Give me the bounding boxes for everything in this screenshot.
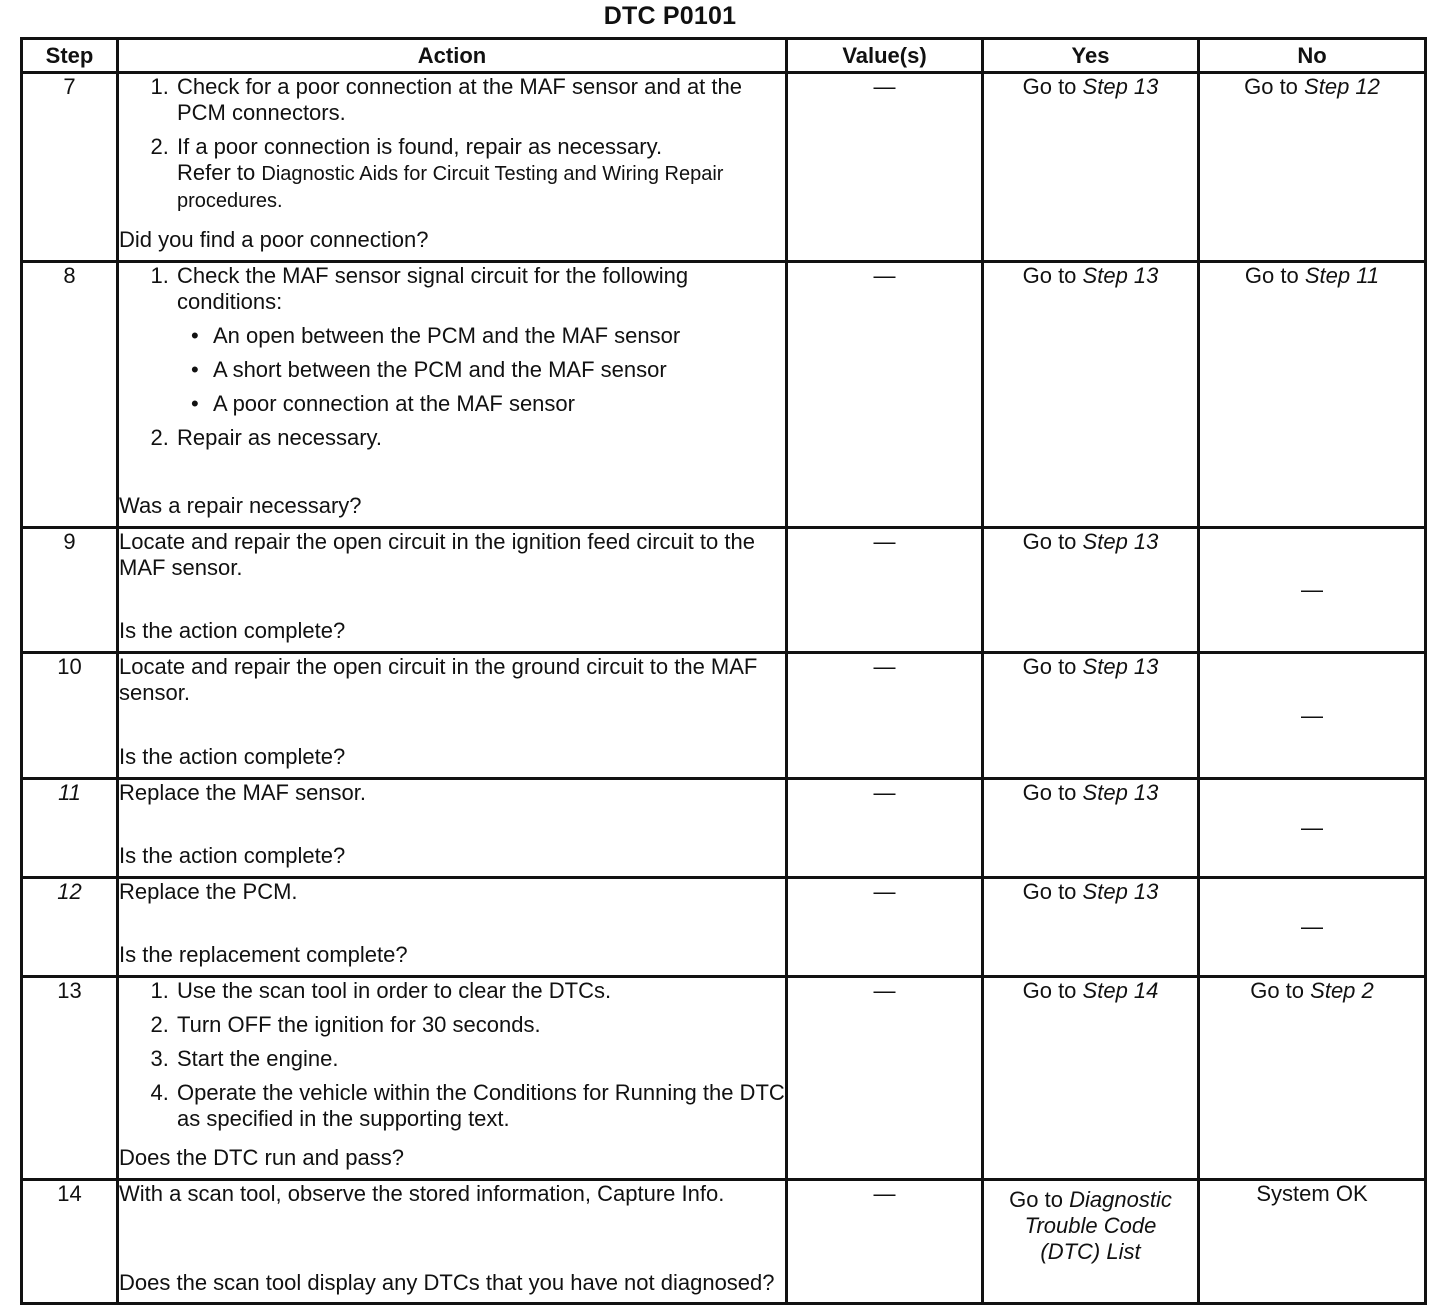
refer-prefix: Refer to	[177, 160, 256, 185]
goto-step-link[interactable]: Step 13	[1082, 879, 1159, 904]
table-row-step-13	[22, 977, 1426, 1180]
goto-step-link[interactable]: Step 13	[1082, 263, 1159, 288]
yes-cell	[983, 1180, 1199, 1304]
action-text: Replace the PCM.	[119, 879, 298, 904]
list-item: 2. Turn OFF the ignition for 30 seconds.	[175, 1012, 785, 1038]
header-yes: Yes	[983, 39, 1199, 73]
goto-label: Go to	[1022, 529, 1077, 554]
bullet-list	[177, 323, 785, 417]
yes-cell	[983, 779, 1199, 878]
value-cell	[787, 977, 983, 1180]
action-cell	[118, 653, 787, 779]
table-row-step-12	[22, 878, 1426, 977]
value-cell	[787, 1180, 983, 1304]
table-row-step-10	[22, 653, 1426, 779]
goto-step-link[interactable]: Step 2	[1310, 978, 1374, 1003]
goto-step-link[interactable]: Step 13	[1082, 654, 1159, 679]
value-cell	[787, 528, 983, 653]
goto-label: Go to	[1022, 879, 1077, 904]
goto-step-link[interactable]: Step 11	[1304, 263, 1380, 288]
dash: —	[1301, 815, 1323, 840]
yes-cell	[983, 262, 1199, 528]
action-question: Does the DTC run and pass?	[119, 1145, 404, 1170]
action-question: Was a repair necessary?	[119, 493, 362, 518]
bullet-item: • An open between the PCM and the MAF sensor	[211, 323, 785, 349]
action-steps-list	[119, 74, 785, 214]
table-row-step-7	[22, 73, 1426, 262]
header-step: Step	[22, 39, 118, 73]
action-text: Locate and repair the open circuit in the ignition feed circuit to the MAF sensor.	[119, 529, 755, 580]
dash: —	[1301, 577, 1323, 602]
value-cell	[787, 653, 983, 779]
goto-step-link[interactable]: Step 13	[1082, 780, 1159, 805]
yes-cell	[983, 653, 1199, 779]
action-question: Is the action complete?	[119, 843, 346, 868]
goto-label: Go to	[1022, 978, 1077, 1003]
dash: —	[873, 263, 896, 288]
bullet-item: • A short between the PCM and the MAF sensor	[211, 357, 785, 383]
yes-cell	[983, 878, 1199, 977]
goto-step-link[interactable]: Step 14	[1082, 978, 1159, 1003]
action-text: Locate and repair the open circuit in the ground circuit to the MAF sensor.	[119, 654, 758, 705]
goto-label: Go to	[1244, 74, 1298, 99]
list-item: 1. Check the MAF sensor signal circuit for the following conditions: • An open between the PCM and the MAF sensor • A short between the PCM and the MAF sensor • A poor connection at the MAF sensor	[175, 263, 785, 417]
action-steps-list	[119, 978, 785, 1132]
dash: —	[1301, 702, 1323, 728]
table-row-step-11	[22, 779, 1426, 878]
step-number: 14	[22, 1180, 118, 1304]
no-cell	[1199, 73, 1426, 262]
action-cell	[118, 262, 787, 528]
step-number: 11	[22, 779, 118, 878]
action-cell	[118, 1180, 787, 1304]
no-cell	[1199, 878, 1426, 977]
goto-label: Go to	[1022, 263, 1077, 288]
goto-label: Go to	[1022, 780, 1077, 805]
step-number: 9	[22, 528, 118, 653]
no-cell	[1199, 1180, 1426, 1304]
step-number: 12	[22, 878, 118, 977]
no-cell	[1199, 262, 1426, 528]
document-title: DTC P0101	[603, 2, 737, 30]
dash: —	[873, 654, 896, 679]
action-cell	[118, 73, 787, 262]
table-row-step-9	[22, 528, 1426, 653]
header-values: Value(s)	[787, 39, 983, 73]
goto-label: Go to	[1022, 654, 1077, 679]
goto-label: Go to	[1244, 263, 1299, 288]
header-row	[22, 39, 1426, 73]
value-cell	[787, 779, 983, 878]
list-item: 2. If a poor connection is found, repair as necessary. Refer to Diagnostic Aids for Circuit Testing and Wiring Repair procedures.	[175, 134, 785, 214]
action-question: Is the action complete?	[119, 618, 346, 643]
table-row-step-8	[22, 262, 1426, 528]
yes-cell	[983, 528, 1199, 653]
action-cell	[118, 779, 787, 878]
diagnostic-table	[20, 37, 1427, 1305]
dash: —	[873, 74, 896, 99]
action-cell	[118, 977, 787, 1180]
list-item: 1. Check for a poor connection at the MAF sensor and at the PCM connectors.	[175, 74, 785, 126]
dash: —	[873, 1181, 896, 1206]
goto-label: Go to	[1022, 74, 1077, 99]
header-no: No	[1199, 39, 1426, 73]
value-cell	[787, 262, 983, 528]
step-number: 7	[22, 73, 118, 262]
list-item: 3. Start the engine.	[175, 1046, 785, 1072]
action-question: Is the action complete?	[119, 744, 346, 769]
goto-step-link[interactable]: Step 13	[1082, 74, 1159, 99]
goto-step-link[interactable]: Step 12	[1304, 74, 1380, 99]
no-cell	[1199, 653, 1426, 779]
bullet-item: • A poor connection at the MAF sensor	[211, 391, 785, 417]
action-steps-list	[119, 263, 785, 451]
step-number: 8	[22, 262, 118, 528]
dash: —	[873, 879, 896, 904]
action-question: Is the replacement complete?	[119, 942, 408, 967]
list-item: 1. Use the scan tool in order to clear the DTCs.	[175, 978, 785, 1004]
no-cell	[1199, 528, 1426, 653]
value-cell	[787, 73, 983, 262]
dash: —	[873, 978, 896, 1003]
goto-label: Go to	[1009, 1187, 1063, 1212]
action-text: With a scan tool, observe the stored information, Capture Info.	[119, 1181, 725, 1206]
action-cell	[118, 528, 787, 653]
step-number: 10	[22, 653, 118, 779]
yes-cell	[983, 977, 1199, 1180]
table-row-step-14	[22, 1180, 1426, 1304]
value-cell	[787, 878, 983, 977]
step-number: 13	[22, 977, 118, 1180]
system-ok-text: System OK	[1256, 1181, 1368, 1206]
dash: —	[873, 780, 896, 805]
no-cell	[1199, 977, 1426, 1180]
header-action: Action	[118, 39, 787, 73]
goto-step-link[interactable]: Step 13	[1082, 529, 1159, 554]
reference-text: Diagnostic Aids for Circuit Testing and Wiring Repair procedures.	[177, 163, 724, 212]
action-question: Did you find a poor connection?	[119, 227, 429, 252]
action-cell	[118, 878, 787, 977]
goto-label: Go to	[1250, 978, 1305, 1003]
no-cell	[1199, 779, 1426, 878]
action-question: Does the scan tool display any DTCs that you have not diagnosed?	[119, 1270, 775, 1295]
action-text: Replace the MAF sensor.	[119, 780, 367, 805]
dash: —	[1301, 914, 1323, 939]
list-item: 2. Repair as necessary.	[175, 425, 785, 451]
dash: —	[873, 529, 896, 554]
list-item: 4. Operate the vehicle within the Conditions for Running the DTC as specified in the supporting text.	[175, 1080, 785, 1132]
goto-dtc-list-link[interactable]: Diagnostic Trouble Code (DTC) List	[1024, 1187, 1172, 1264]
yes-cell	[983, 73, 1199, 262]
